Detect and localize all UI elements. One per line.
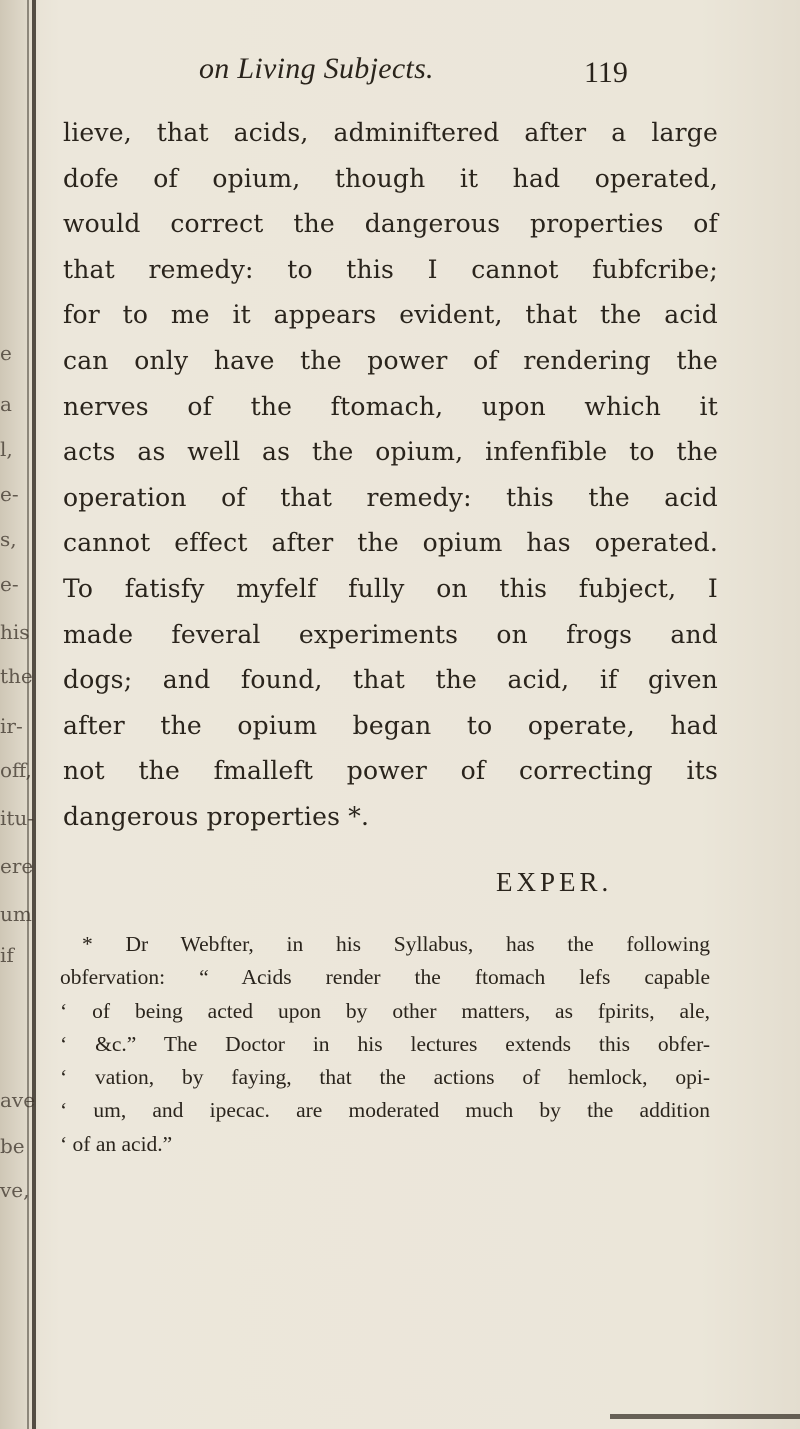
bleed-fragment: s, (0, 527, 17, 551)
text-line: cannot effect after the opium has operated. (63, 528, 718, 558)
text-line: after the opium began to operate, had (63, 710, 718, 740)
text-line: To fatisfy myfelf fully on this fubject, I (63, 573, 718, 603)
bleed-fragment: um (0, 902, 32, 926)
bleed-fragment: e (0, 341, 12, 365)
bleed-fragment: his (0, 620, 30, 644)
text-line: nerves of the ftomach, upon which it (63, 391, 718, 421)
bottom-edge-rule (610, 1414, 800, 1419)
text-line: not the fmalleft power of correcting its (63, 756, 718, 786)
bleed-fragment: l, (0, 437, 13, 461)
text-line: lieve, that acids, adminiftered after a large (63, 118, 718, 147)
running-head (0, 52, 800, 92)
bleed-fragment: ve, (0, 1178, 30, 1202)
catchword: EXPER. (496, 867, 613, 897)
bleed-fragment: ere (0, 854, 34, 878)
text-line: dogs; and found, that the acid, if given (63, 665, 718, 695)
bleed-fragment: if (0, 943, 14, 967)
text-line: that remedy: to this I cannot fubfcribe; (63, 254, 718, 284)
footnote-line: ‘ of an acid.” (60, 1131, 173, 1156)
bleed-fragment: itu- (0, 806, 35, 830)
body-text (63, 110, 718, 840)
text-line: dofe of opium, though it had operated, (63, 163, 718, 193)
bleed-fragment: a (0, 392, 12, 416)
footnote-line: ‘ um, and ipecac. are moderated much by the addition (60, 1098, 710, 1123)
bleed-fragment: the (0, 664, 33, 688)
text-line: for to me it appears evident, that the acid (63, 300, 718, 330)
gutter-shadow-line (27, 0, 29, 1429)
footnote-line: ‘ &c.” The Doctor in his lectures extends this obfer- (60, 1031, 710, 1056)
text-line: would correct the dangerous properties of (63, 209, 718, 239)
footnote-line: ‘ vation, by faying, that the actions of hemlock, opi- (60, 1065, 710, 1090)
footnote-line: * Dr Webfter, in his Syllabus, has the following (82, 932, 710, 956)
text-line: can only have the power of rendering the (63, 345, 718, 375)
bleed-fragment: e- (0, 482, 19, 506)
bleed-fragment: ave (0, 1088, 36, 1112)
bleed-fragment: off, (0, 758, 32, 782)
text-line: made feveral experiments on frogs and (63, 619, 718, 649)
running-head-title: on Living Subjects. (199, 52, 434, 85)
page-number: 119 (584, 56, 628, 89)
footnote (60, 928, 710, 1161)
footnote-line: obfervation: “ Acids render the ftomach lefs capable (60, 965, 710, 990)
text-line: operation of that remedy: this the acid (63, 482, 718, 512)
gutter-edge-line (32, 0, 36, 1429)
bleed-fragment: e- (0, 572, 19, 596)
bleed-fragment: ir- (0, 714, 23, 738)
bleed-fragment: be (0, 1134, 25, 1158)
text-line: dangerous properties *. (63, 801, 370, 831)
text-line: acts as well as the opium, infenfible to the (63, 437, 718, 467)
footnote-line: ‘ of being acted upon by other matters, as fpirits, ale, (60, 998, 710, 1023)
